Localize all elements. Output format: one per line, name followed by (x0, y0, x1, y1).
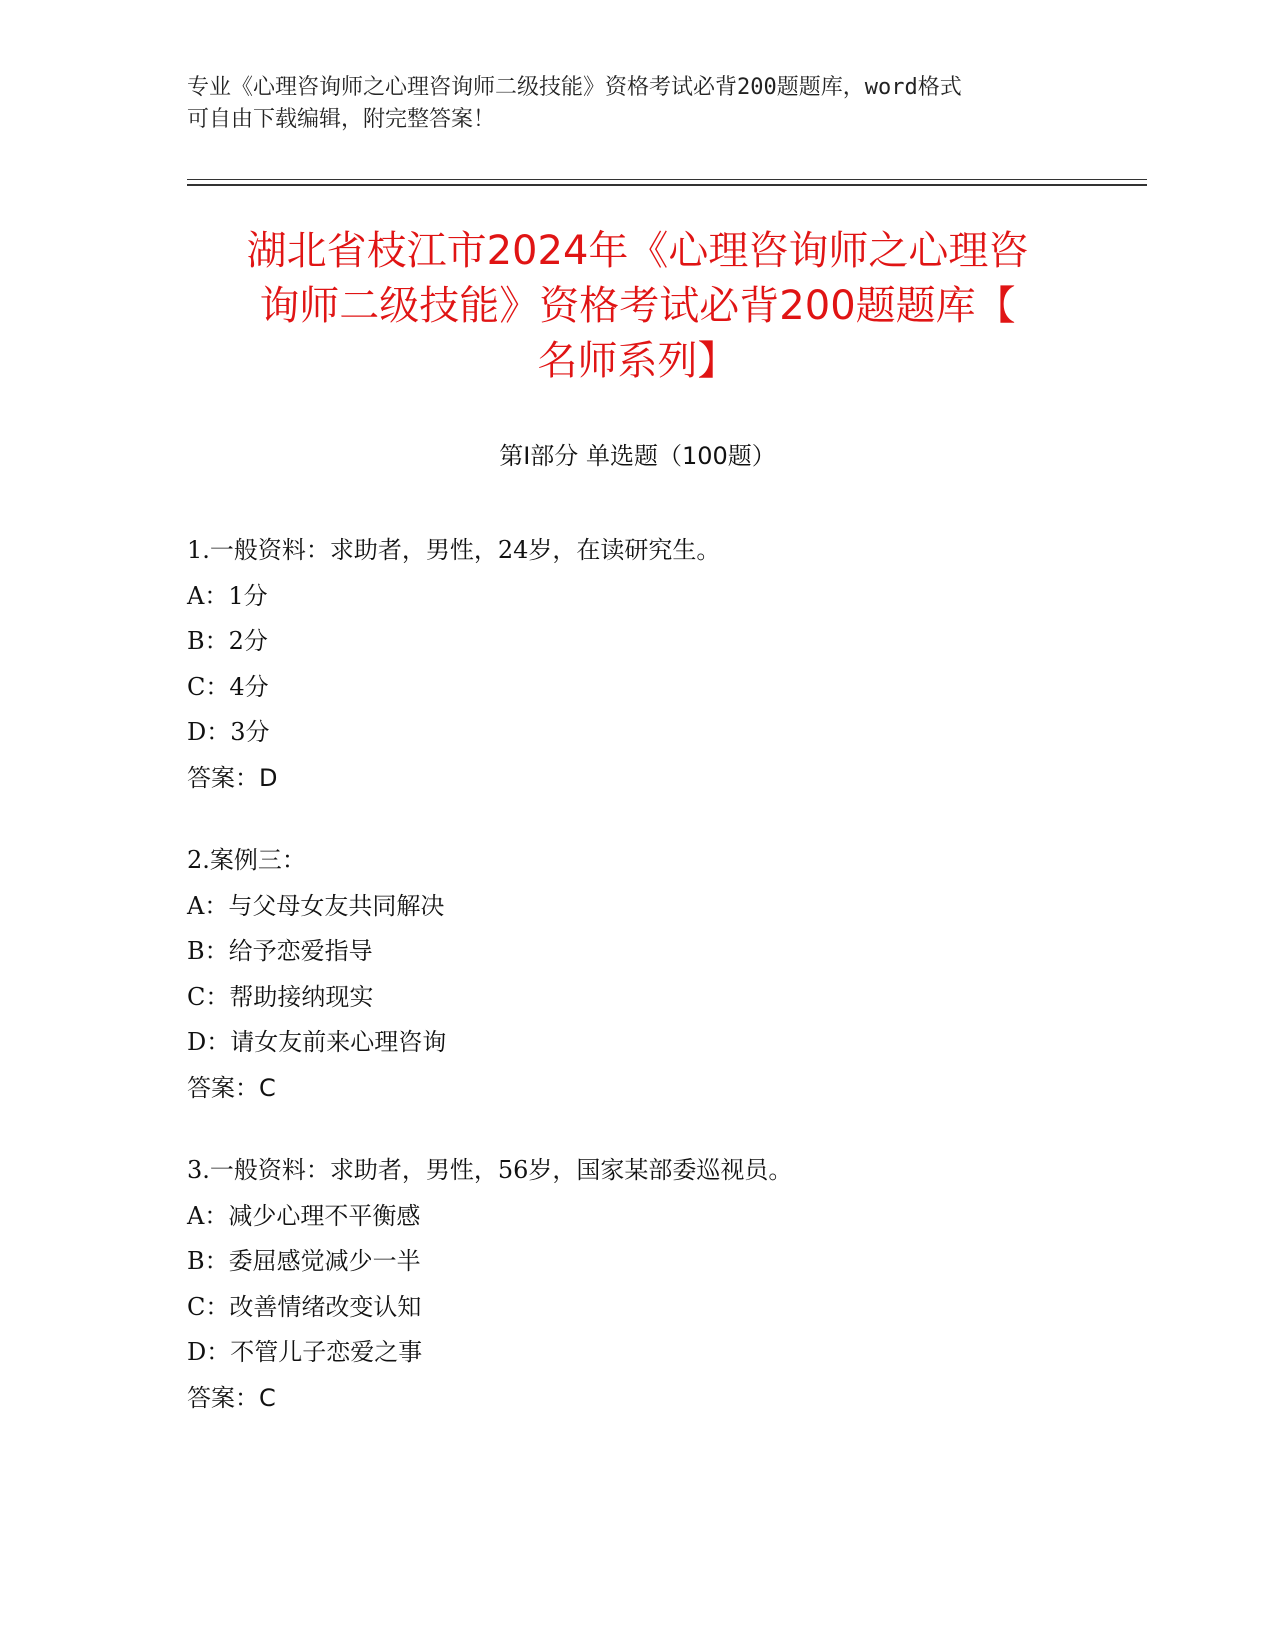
section-heading: 第Ⅰ部分 单选题（100题） (499, 442, 776, 470)
question-stem: 3.一般资料：求助者，男性，56岁，国家某部委巡视员。 (187, 1156, 793, 1184)
question-stem: 2.案例三： (187, 846, 306, 874)
document-title (180, 224, 1095, 389)
option-c: C：改善情绪改变认知 (187, 1292, 422, 1321)
answer-line: 答案：C (187, 1383, 276, 1412)
answer-line: 答案：C (187, 1073, 276, 1102)
header-note-line-2: 可自由下载编辑，附完整答案！ (187, 107, 496, 132)
option-a: A：1分 (187, 581, 268, 610)
answer-line: 答案：D (187, 763, 278, 792)
option-a: A：与父母女友共同解决 (187, 891, 445, 920)
option-d: D：3分 (187, 718, 270, 746)
title-line-2: 询师二级技能》资格考试必背200题题库【 (259, 283, 1016, 329)
header-divider-thin (187, 179, 1147, 180)
option-b: B：2分 (187, 627, 268, 655)
question-item (187, 1148, 1147, 1421)
option-d: D：请女友前来心理咨询 (187, 1028, 447, 1056)
option-c: C：4分 (187, 672, 269, 701)
option-d: D：不管儿子恋爱之事 (187, 1338, 423, 1366)
question-list (187, 528, 1147, 1458)
option-b: B：给予恋爱指导 (187, 937, 373, 965)
header-note-line-1: 专业《心理咨询师之心理咨询师二级技能》资格考试必背200题题库，word格式 (187, 75, 962, 100)
question-item (187, 838, 1147, 1111)
document-header-note (187, 72, 1067, 136)
question-item (187, 528, 1147, 801)
question-stem: 1.一般资料：求助者，男性，24岁，在读研究生。 (187, 536, 721, 564)
option-a: A：减少心理不平衡感 (187, 1201, 421, 1230)
title-line-1: 湖北省枝江市2024年《心理咨询师之心理咨 (246, 228, 1029, 274)
option-b: B：委屈感觉减少一半 (187, 1247, 421, 1275)
header-divider-thick (187, 184, 1147, 186)
title-line-3: 名师系列】 (537, 338, 738, 384)
option-c: C：帮助接纳现实 (187, 982, 374, 1011)
